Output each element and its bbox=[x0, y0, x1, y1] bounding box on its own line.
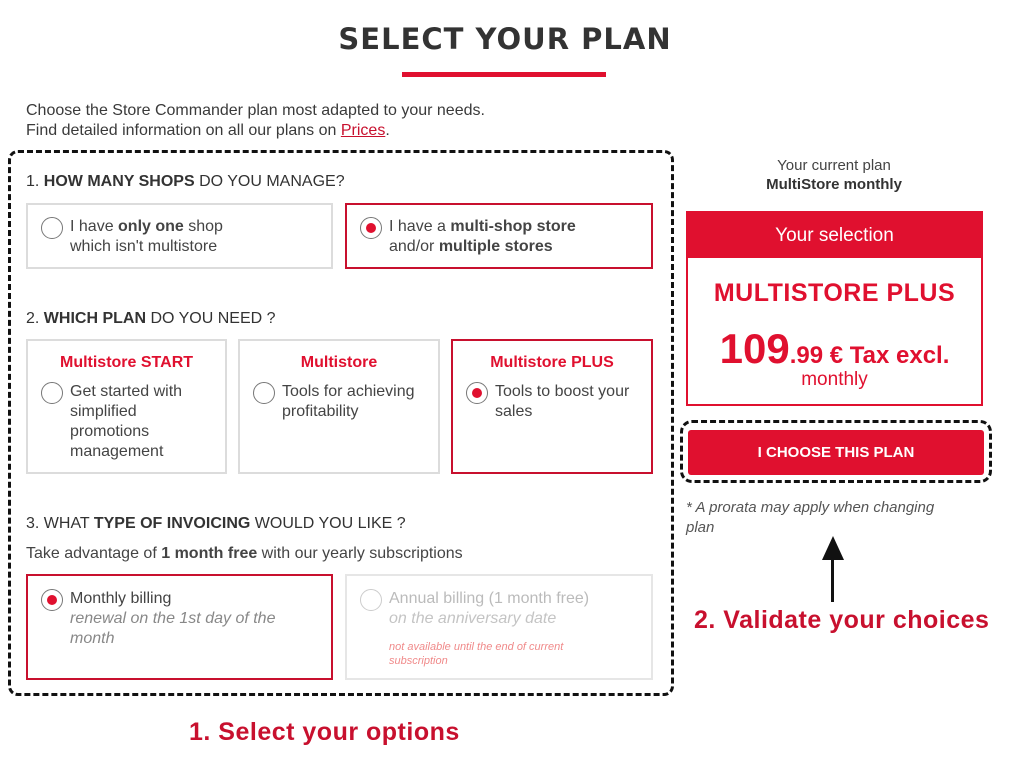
option-single-shop-text bbox=[70, 217, 223, 257]
multi-shop-bold: multi-shop store bbox=[450, 218, 576, 235]
title-underline bbox=[402, 72, 606, 77]
annual-billing-text bbox=[389, 589, 589, 629]
question-2-bold: WHICH PLAN bbox=[43, 310, 147, 327]
question-3-number: 3. WHAT bbox=[26, 515, 94, 532]
radio-plan-multistore[interactable] bbox=[253, 382, 275, 404]
arrow-up-icon bbox=[822, 536, 844, 560]
prorata-note-line: plan bbox=[686, 519, 715, 536]
price-decimal: .99 € Tax excl. bbox=[789, 342, 950, 369]
intro-line-2-suffix: . bbox=[385, 122, 390, 139]
radio-single-shop[interactable] bbox=[41, 217, 63, 239]
radio-plan-plus[interactable] bbox=[466, 382, 488, 404]
current-plan-value: MultiStore monthly bbox=[766, 176, 902, 193]
single-shop-bold: only one bbox=[118, 218, 184, 235]
intro-line-2-prefix: Find detailed information on all our plans on bbox=[26, 122, 341, 139]
intro-line-2 bbox=[26, 121, 485, 141]
single-shop-line2: which isn't multistore bbox=[70, 238, 218, 255]
plan-name-plus: Multistore PLUS bbox=[490, 354, 614, 371]
selection-period: monthly bbox=[801, 369, 868, 390]
plan-desc-multistore bbox=[282, 382, 415, 422]
question-2-rest: DO YOU NEED ? bbox=[146, 310, 276, 327]
plan-desc-multistore-line: Tools for achieving bbox=[282, 383, 415, 400]
monthly-billing-title: Monthly billing bbox=[70, 590, 172, 607]
radio-annual-billing bbox=[360, 589, 382, 611]
annual-billing-sub: on the anniversary date bbox=[389, 610, 557, 627]
radio-multi-shop[interactable] bbox=[360, 217, 382, 239]
question-3-rest: WOULD YOU LIKE ? bbox=[250, 515, 406, 532]
monthly-billing-sub: renewal on the 1st day of the bbox=[70, 610, 276, 627]
radio-plan-start[interactable] bbox=[41, 382, 63, 404]
plan-desc-plus-line: Tools to boost your bbox=[495, 383, 630, 400]
plan-desc-start-line: promotions bbox=[70, 423, 150, 440]
invoicing-note-pre: Take advantage of bbox=[26, 545, 162, 562]
question-1-bold: HOW MANY SHOPS bbox=[43, 173, 195, 190]
annual-billing-title: Annual billing (1 month free) bbox=[389, 590, 590, 607]
plan-desc-start-line: management bbox=[70, 443, 164, 460]
annual-billing-warning-line: subscription bbox=[389, 655, 448, 667]
selection-price bbox=[688, 325, 981, 373]
annotation-step-1: 1. Select your options bbox=[189, 718, 460, 746]
multi-shop-pre: I have a bbox=[389, 218, 451, 235]
invoicing-note-post: with our yearly subscriptions bbox=[257, 545, 463, 562]
invoicing-note-bold: 1 month free bbox=[161, 545, 258, 562]
question-2-heading bbox=[26, 310, 276, 328]
choose-plan-button[interactable]: I CHOOSE THIS PLAN bbox=[688, 430, 984, 475]
plan-name-multistore: Multistore bbox=[300, 354, 378, 371]
question-3-heading bbox=[26, 515, 406, 533]
intro-line-1: Choose the Store Commander plan most adapted to your needs. bbox=[26, 102, 485, 119]
option-single-shop[interactable] bbox=[26, 203, 333, 269]
plan-desc-multistore-line: profitability bbox=[282, 403, 359, 420]
plan-desc-start-line: simplified bbox=[70, 403, 137, 420]
plan-card-multistore-plus[interactable] bbox=[451, 339, 653, 474]
option-multi-shop[interactable] bbox=[345, 203, 653, 269]
monthly-billing-sub: month bbox=[70, 630, 115, 647]
radio-monthly-billing[interactable] bbox=[41, 589, 63, 611]
intro-text bbox=[26, 101, 485, 141]
annual-billing-warning bbox=[389, 640, 563, 668]
plan-desc-plus bbox=[495, 382, 629, 422]
option-multi-shop-text bbox=[389, 217, 576, 257]
plan-desc-plus-line: sales bbox=[495, 403, 533, 420]
plan-card-multistore[interactable] bbox=[238, 339, 440, 474]
single-shop-pre: I have bbox=[70, 218, 119, 235]
current-plan bbox=[686, 156, 982, 194]
question-2-number: 2. bbox=[26, 310, 44, 327]
plan-desc-start-line: Get started with bbox=[70, 383, 183, 400]
monthly-billing-text bbox=[70, 589, 275, 649]
price-integer: 109 bbox=[719, 325, 790, 372]
question-1-rest: DO YOU MANAGE? bbox=[194, 173, 345, 190]
selection-header: Your selection bbox=[688, 213, 981, 258]
current-plan-label: Your current plan bbox=[777, 157, 891, 174]
prices-link[interactable]: Prices bbox=[340, 122, 386, 139]
selection-card bbox=[686, 211, 983, 406]
arrow-up-icon-shaft bbox=[831, 556, 834, 602]
annual-billing-warning-line: not available until the end of current bbox=[389, 641, 564, 653]
plan-card-multistore-start[interactable] bbox=[26, 339, 227, 474]
multi-shop-line2-bold: multiple stores bbox=[438, 238, 553, 255]
prorata-note-line: * A prorata may apply when changing bbox=[686, 499, 935, 516]
single-shop-post: shop bbox=[183, 218, 223, 235]
selection-plan-name: MULTISTORE PLUS bbox=[713, 279, 956, 307]
multi-shop-line2-pre: and/or bbox=[389, 238, 439, 255]
option-monthly-billing[interactable] bbox=[26, 574, 333, 680]
question-1-number: 1. bbox=[26, 173, 44, 190]
page-title: SELECT YOUR PLAN bbox=[338, 22, 672, 56]
annotation-step-2: 2. Validate your choices bbox=[694, 606, 990, 634]
option-annual-billing bbox=[345, 574, 653, 680]
plan-desc-start bbox=[70, 382, 182, 462]
question-1-heading bbox=[26, 173, 345, 191]
invoicing-note bbox=[26, 545, 463, 563]
prorata-note bbox=[686, 498, 934, 538]
plan-name-start: Multistore START bbox=[59, 354, 194, 371]
question-3-bold: TYPE OF INVOICING bbox=[93, 515, 251, 532]
